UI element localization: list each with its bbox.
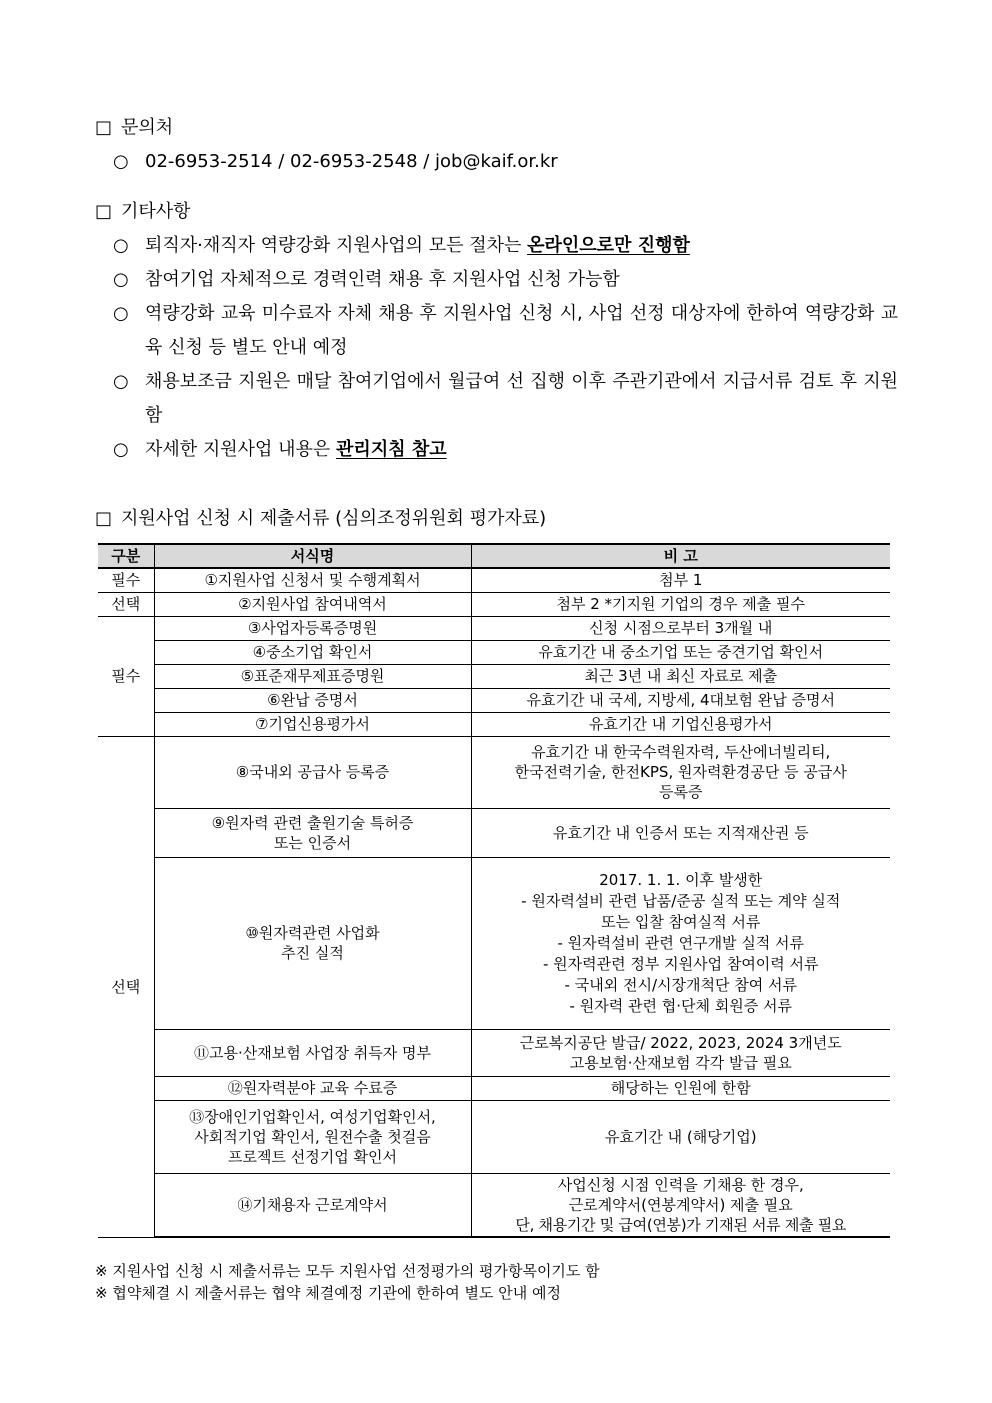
remarks-cell: 유효기간 내 인증서 또는 지적재산권 등 [471,808,890,857]
table-row [98,592,890,616]
remarks-cell: 첨부 1 [471,568,890,592]
table-row [98,1076,890,1100]
header-category: 구분 [98,544,154,568]
circle-bullet-icon: ○ [113,269,129,290]
form-name-cell: ⑥완납 증명서 [154,688,471,712]
circle-bullet-icon: ○ [113,151,129,172]
form-name-cell: ①지원사업 신청서 및 수행계획서 [154,568,471,592]
table-row [98,857,890,1029]
table-row [98,1100,890,1173]
form-name-cell: ⑩원자력관련 사업화 추진 실적 [154,857,471,1029]
form-name-cell: ③사업자등록증명원 [154,616,471,640]
category-cell: 선택 [98,592,154,616]
category-cell: 필수 [98,616,154,736]
header-form-name: 서식명 [154,544,471,568]
remarks-cell: 사업신청 시점 인력을 기채용 한 경우, 근로계약서(연봉계약서) 제출 필요 단, 채용기간 및 급여(연봉)가 기재된 서류 제출 필요 [471,1173,890,1237]
misc-item: ○ 자세한 지원사업 내용은 관리지침 참고 [113,433,898,467]
form-name-cell: ⑧국내외 공급사 등록증 [154,736,471,808]
table-row [98,712,890,736]
table-row [98,688,890,712]
form-name-cell: ⑦기업신용평가서 [154,712,471,736]
form-name-cell: ⑭기채용자 근로계약서 [154,1173,471,1237]
remarks-cell: 근로복지공단 발급/ 2022, 2023, 2024 3개년도 고용보험·산재보험 각각 발급 필요 [471,1029,890,1076]
docs-section-title: □ 지원사업 신청 시 제출서류 (심의조정위원회 평가자료) [95,508,547,529]
category-cell: 필수 [98,568,154,592]
table-row [98,568,890,592]
misc-item: ○ 채용보조금 지원은 매달 참여기업에서 월급여 선 집행 이후 주관기관에서 지급서류 검토 후 지원함 [113,365,898,433]
remarks-cell: 2017. 1. 1. 이후 발생한 - 원자력설비 관련 납품/준공 실적 또는 계약 실적 또는 입찰 참여실적 서류 - 원자력설비 관련 연구개발 실적 서류 - 원자력관련 정부 지원사업 참여이력 서류 - 국내외 전시/시장개척단 참여 서류 - 원자력 관련 협·단체 회원증 서류 [471,857,890,1029]
table-row [98,808,890,857]
checkbox-square-icon: □ [95,508,113,529]
table-row [98,664,890,688]
contact-section-title: □ 문의처 [95,117,174,138]
misc-item: ○ 퇴직자·재직자 역량강화 지원사업의 모든 절차는 온라인으로만 진행함 [113,229,898,263]
table-row [98,640,890,664]
table-row [98,616,890,640]
form-name-cell: ⑤표준재무제표증명원 [154,664,471,688]
form-name-cell: ②지원사업 참여내역서 [154,592,471,616]
form-name-cell: ⑬장애인기업확인서, 여성기업확인서, 사회적기업 확인서, 원전수출 첫걸음 프로젝트 선정기업 확인서 [154,1100,471,1173]
emphasis-text: 온라인으로만 진행함 [527,235,690,256]
table-row [98,1173,890,1237]
table-row [98,736,890,808]
misc-item: ○ 참여기업 자체적으로 경력인력 채용 후 지원사업 신청 가능함 [113,263,898,297]
remarks-cell: 유효기간 내 (해당기업) [471,1100,890,1173]
remarks-cell: 유효기간 내 한국수력원자력, 두산에너빌리티, 한국전력기술, 한전KPS, 원자력환경공단 등 공급사 등록증 [471,736,890,808]
remarks-cell: 해당하는 인원에 한함 [471,1076,890,1100]
circle-bullet-icon: ○ [113,439,129,460]
contact-item [113,145,898,179]
remarks-cell: 유효기간 내 중소기업 또는 중견기업 확인서 [471,640,890,664]
remarks-cell: 신청 시점으로부터 3개월 내 [471,616,890,640]
remarks-cell: 최근 3년 내 최신 자료로 제출 [471,664,890,688]
header-remarks: 비 고 [471,544,890,568]
remarks-cell: 첨부 2 *기지원 기업의 경우 제출 필수 [471,592,890,616]
checkbox-square-icon: □ [95,117,113,138]
footnote: ※ 협약체결 시 제출서류는 협약 체결예정 기관에 한하여 별도 안내 예정 [95,1284,561,1302]
emphasis-text: 관리지침 참고 [336,439,447,460]
form-name-cell: ⑪고용·산재보험 사업장 취득자 명부 [154,1029,471,1076]
remarks-cell: 유효기간 내 기업신용평가서 [471,712,890,736]
table-header-row [98,544,890,568]
category-cell: 선택 [98,736,154,1237]
form-name-cell: ⑫원자력분야 교육 수료증 [154,1076,471,1100]
form-name-cell: ⑨원자력 관련 출원기술 특허증 또는 인증서 [154,808,471,857]
footnote: ※ 지원사업 신청 시 제출서류는 모두 지원사업 선정평가의 평가항목이기도 함 [95,1262,600,1280]
contact-line: 02-6953-2514 / 02-6953-2548 / job@kaif.or.kr [145,151,558,172]
remarks-cell: 유효기간 내 국세, 지방세, 4대보험 완납 증명서 [471,688,890,712]
table-row [98,1029,890,1076]
circle-bullet-icon: ○ [113,235,129,256]
circle-bullet-icon: ○ [113,303,129,324]
checkbox-square-icon: □ [95,201,113,222]
circle-bullet-icon: ○ [113,371,129,392]
misc-section-title: □ 기타사항 [95,201,191,222]
documents-table [98,543,890,1238]
misc-item: ○ 역량강화 교육 미수료자 자체 채용 후 지원사업 신청 시, 사업 선정 대상자에 한하여 역량강화 교육 신청 등 별도 안내 예정 [113,297,898,365]
form-name-cell: ④중소기업 확인서 [154,640,471,664]
